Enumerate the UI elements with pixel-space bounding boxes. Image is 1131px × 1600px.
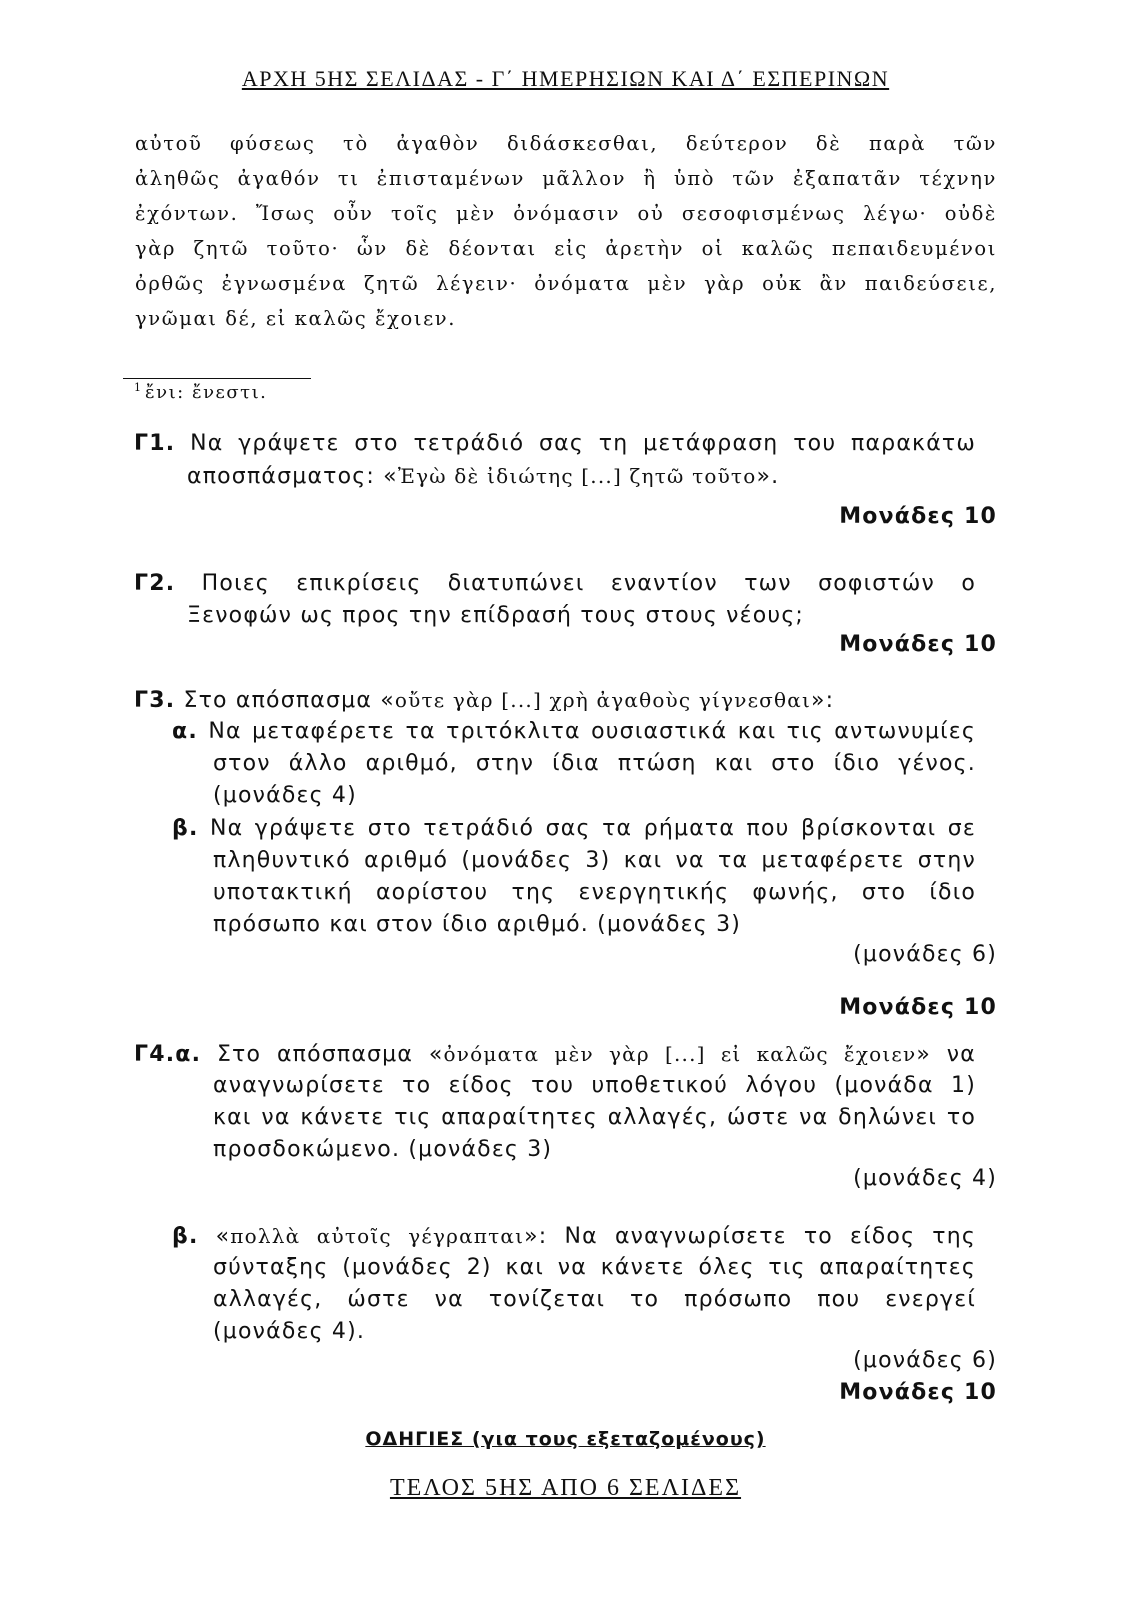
question-text: αποσπάσματος: « <box>187 464 398 489</box>
units-g2: Μονάδες 10 <box>839 632 997 657</box>
question-g4-a-cont <box>213 1070 976 1166</box>
question-g1 <box>134 428 976 460</box>
passage-line: γνῶμαι δέ, εἰ καλῶς ἔχοιεν. <box>135 307 457 330</box>
question-text: Να γράψετε στο τετράδιό σας τη μετάφραση του παρακάτω <box>190 431 976 456</box>
passage-line: ὀρθῶς ἐγνωσμένα ζητῶ λέγειν· ὀνόματα μὲν γὰρ οὐκ ἂν παιδεύσειε, <box>135 272 997 295</box>
passage-line: αὐτοῦ φύσεως τὸ ἀγαθὸν διδάσκεσθαι, δεύτερον δὲ παρὰ τῶν <box>135 132 997 155</box>
page-footer: ΤΕΛΟΣ 5ΗΣ ΑΠΟ 6 ΣΕΛΙΔΕΣ <box>389 1475 742 1501</box>
question-text: ». <box>756 464 780 489</box>
question-g1-cont <box>187 460 977 493</box>
question-text: Στο απόσπασμα « <box>183 688 395 713</box>
subquestion-label: β. <box>172 1224 199 1249</box>
question-text: αλλαγές, ώστε να τονίζεται το πρόσωπο που ενεργεί <box>213 1287 976 1312</box>
question-text: προσδοκώμενο. (μονάδες 3) <box>213 1137 553 1162</box>
question-g3 <box>134 684 976 717</box>
footnote-rule <box>123 378 311 379</box>
question-g3-a <box>172 716 976 748</box>
question-text: (μονάδες 4). <box>213 1319 366 1344</box>
greek-quote: ὀνόματα μὲν γὰρ [...] εἰ καλῶς ἔχοιεν <box>443 1042 917 1066</box>
question-text: πληθυντικό αριθμό (μονάδες 3) και να τα μεταφέρετε στην <box>213 848 976 873</box>
footnote-text: ἔνι: ἔνεστι. <box>145 382 268 403</box>
question-g3-a-cont <box>213 748 976 812</box>
question-label: Γ2. <box>134 571 176 596</box>
question-g3-b <box>172 813 976 845</box>
page-header: ΑΡΧΗ 5ΗΣ ΣΕΛΙΔΑΣ - Γ΄ ΗΜΕΡΗΣΙΩΝ ΚΑΙ Δ΄ ΕΣΠΕΡΙΝΩΝ <box>241 66 890 91</box>
passage-line: γὰρ ζητῶ τοῦτο· ὧν δὲ δέονται εἰς ἀρετὴν οἱ καλῶς πεπαιδευμένοι <box>135 237 997 260</box>
question-text: »: Να αναγνωρίσετε το είδος της <box>524 1224 976 1249</box>
question-text: Στο απόσπασμα « <box>216 1042 444 1067</box>
greek-quote: Ἐγὼ δὲ ἰδιώτης [...] ζητῶ τοῦτο <box>397 464 757 488</box>
footnote-marker: 1 <box>134 381 141 394</box>
question-text: υποτακτική αορίστου της ενεργητικής φωνής, στο ίδιο <box>213 880 976 905</box>
greek-quote: πολλὰ αὐτοῖς γέγραπται <box>230 1224 525 1248</box>
question-text: « <box>215 1224 231 1249</box>
question-label: Γ1. <box>134 431 176 456</box>
subtotal-g4-b: (μονάδες 6) <box>853 1348 997 1373</box>
question-label: Γ3. <box>134 688 176 713</box>
passage-line: ἀληθῶς ἀγαθόν τι ἐπισταμένων μᾶλλον ἢ ὑπὸ τῶν ἐξαπατᾶν τέχνην <box>135 167 997 190</box>
question-g4-a <box>134 1038 976 1071</box>
question-g2-cont <box>187 600 977 632</box>
question-g4-b <box>172 1220 976 1253</box>
greek-quote: οὔτε γὰρ [...] χρὴ ἀγαθοὺς γίγνεσθαι <box>394 688 811 712</box>
question-text: πρόσωπο και στον ίδιο αριθμό. (μονάδες 3) <box>213 912 742 937</box>
question-text: Να μεταφέρετε τα τριτόκλιτα ουσιαστικά και τις αντωνυμίες <box>208 719 976 744</box>
question-text: αναγνωρίσετε το είδος του υποθετικού λόγου (μονάδα 1) <box>213 1073 976 1098</box>
question-label: Γ4.α. <box>134 1042 202 1067</box>
subquestion-label: β. <box>172 816 199 841</box>
footnote <box>134 381 267 403</box>
question-text: Ποιες επικρίσεις διατυπώνει εναντίον των σοφιστών ο <box>201 571 976 596</box>
question-text: (μονάδες 4) <box>213 783 357 808</box>
instructions-heading: ΟΔΗΓΙΕΣ (για τους εξεταζομένους) <box>365 1428 766 1450</box>
question-text: » να <box>916 1042 976 1067</box>
passage-line: ἐχόντων. Ἴσως οὖν τοῖς μὲν ὀνόμασιν οὐ σεσοφισμένως λέγω· οὐδὲ <box>135 202 997 225</box>
units-g1: Μονάδες 10 <box>839 504 997 529</box>
subquestion-label: α. <box>172 719 198 744</box>
question-g2 <box>134 568 976 600</box>
question-text: σύνταξης (μονάδες 2) και να κάνετε όλες τις απαραίτητες <box>213 1255 976 1280</box>
question-text: και να κάνετε τις απαραίτητες αλλαγές, ώστε να δηλώνει το <box>213 1105 976 1130</box>
question-g3-b-cont <box>213 845 976 941</box>
question-text: »: <box>811 688 835 713</box>
units-g3: Μονάδες 10 <box>839 995 997 1020</box>
subtotal-g4-a: (μονάδες 4) <box>853 1166 997 1191</box>
ancient-greek-passage <box>135 126 997 336</box>
question-text: Να γράψετε στο τετράδιό σας τα ρήματα που βρίσκονται σε <box>209 816 976 841</box>
question-text: στον άλλο αριθμό, στην ίδια πτώση και στο ίδιο γένος. <box>213 751 976 776</box>
question-text: Ξενοφών ως προς την επίδρασή τους στους νέους; <box>187 603 805 628</box>
units-g4: Μονάδες 10 <box>839 1380 997 1405</box>
subtotal-g3: (μονάδες 6) <box>853 942 997 967</box>
question-g4-b-cont <box>213 1252 976 1348</box>
